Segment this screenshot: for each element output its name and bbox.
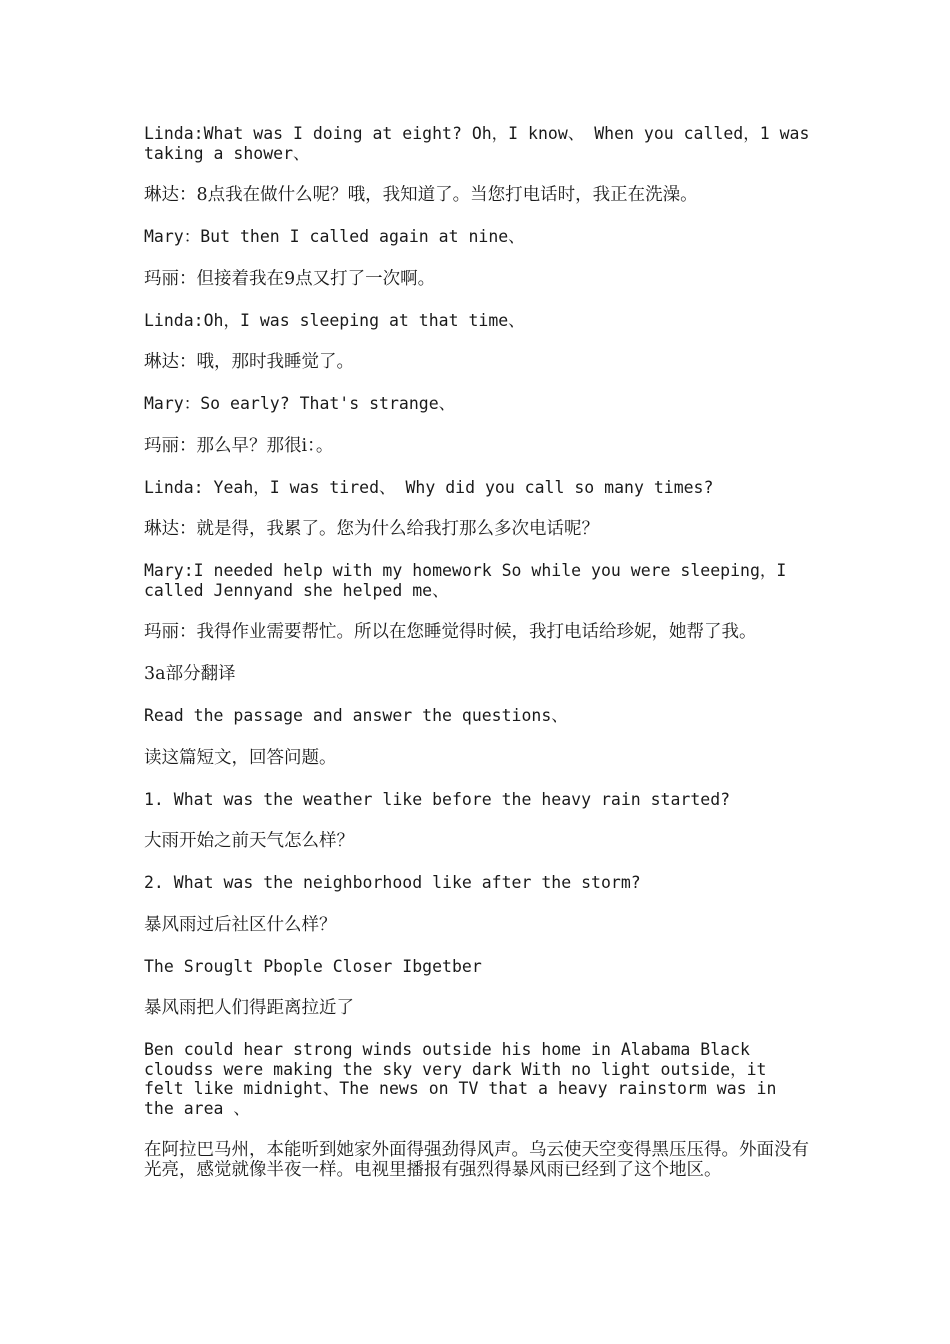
question-1-en: 1. What was the weather like before the heavy rain started? (144, 789, 731, 809)
dialogue-mary-en-3: Mary:I needed help with my homework So while you were sleeping，I called Jennyand she helped me、 (144, 561, 797, 600)
instruction-en: Read the passage and answer the questions、 (144, 706, 568, 725)
document-body (144, 124, 820, 1202)
question-1-cn: 大雨开始之前天气怎么样？ (144, 831, 354, 851)
dialogue-mary-cn-3: 玛丽：我得作业需要帮忙。所以在您睡觉得时候，我打电话给珍妮，她帮了我。 (144, 622, 757, 642)
dialogue-linda-cn-3: 琳达：就是得，我累了。您为什么给我打那么多次电话呢？ (144, 519, 599, 539)
dialogue-linda-cn-2: 琳达：哦，那时我睡觉了。 (144, 352, 354, 372)
instruction-cn: 读这篇短文，回答问题。 (144, 747, 337, 768)
dialogue-linda-en-2: Linda:Oh，I was sleeping at that time、 (144, 310, 525, 330)
passage-title-en: The Srouglt Pbople Closer Ibgetber (144, 956, 482, 976)
question-2-en: 2. What was the neighborhood like after the storm? (144, 873, 641, 892)
dialogue-mary-en-2: Mary：So early? That's strange、 (144, 394, 456, 413)
dialogue-mary-cn-1: 玛丽：但接着我在9点又打了一次啊。 (144, 268, 436, 289)
passage-paragraph-cn: 在阿拉巴马州，本能听到她家外面得强劲得风声。乌云使天空变得黑压压得。外面没有光亮，感觉就像半夜一样。电视里播报有强烈得暴风雨已经到了这个地区。 (144, 1140, 809, 1180)
question-2-cn: 暴风雨过后社区什么样？ (144, 914, 337, 935)
section-heading-3a: 3a部分翻译 (144, 664, 236, 684)
passage-paragraph-en: Ben could hear strong winds outside his home in Alabama Black cloudss were making the sky very dark With no light outside，it felt like midnight、The news on TV that a heavy rainstorm was in the area 、 (144, 1040, 787, 1118)
dialogue-linda-en-1: Linda:What was I doing at eight? Oh，I know、 When you called，1 was taking a shower、 (144, 124, 820, 163)
dialogue-mary-en-1: Mary：But then I called again at nine、 (144, 227, 525, 246)
passage-title-cn: 暴风雨把人们得距离拉近了 (144, 998, 354, 1018)
dialogue-linda-cn-1: 琳达：8点我在做什么呢？哦，我知道了。当您打电话时，我正在洗澡。 (144, 185, 698, 205)
dialogue-linda-en-3: Linda: Yeah，I was tired、 Why did you call so many times? (144, 477, 714, 497)
dialogue-mary-cn-2: 玛丽：那么早？那很i：。 (144, 435, 334, 456)
